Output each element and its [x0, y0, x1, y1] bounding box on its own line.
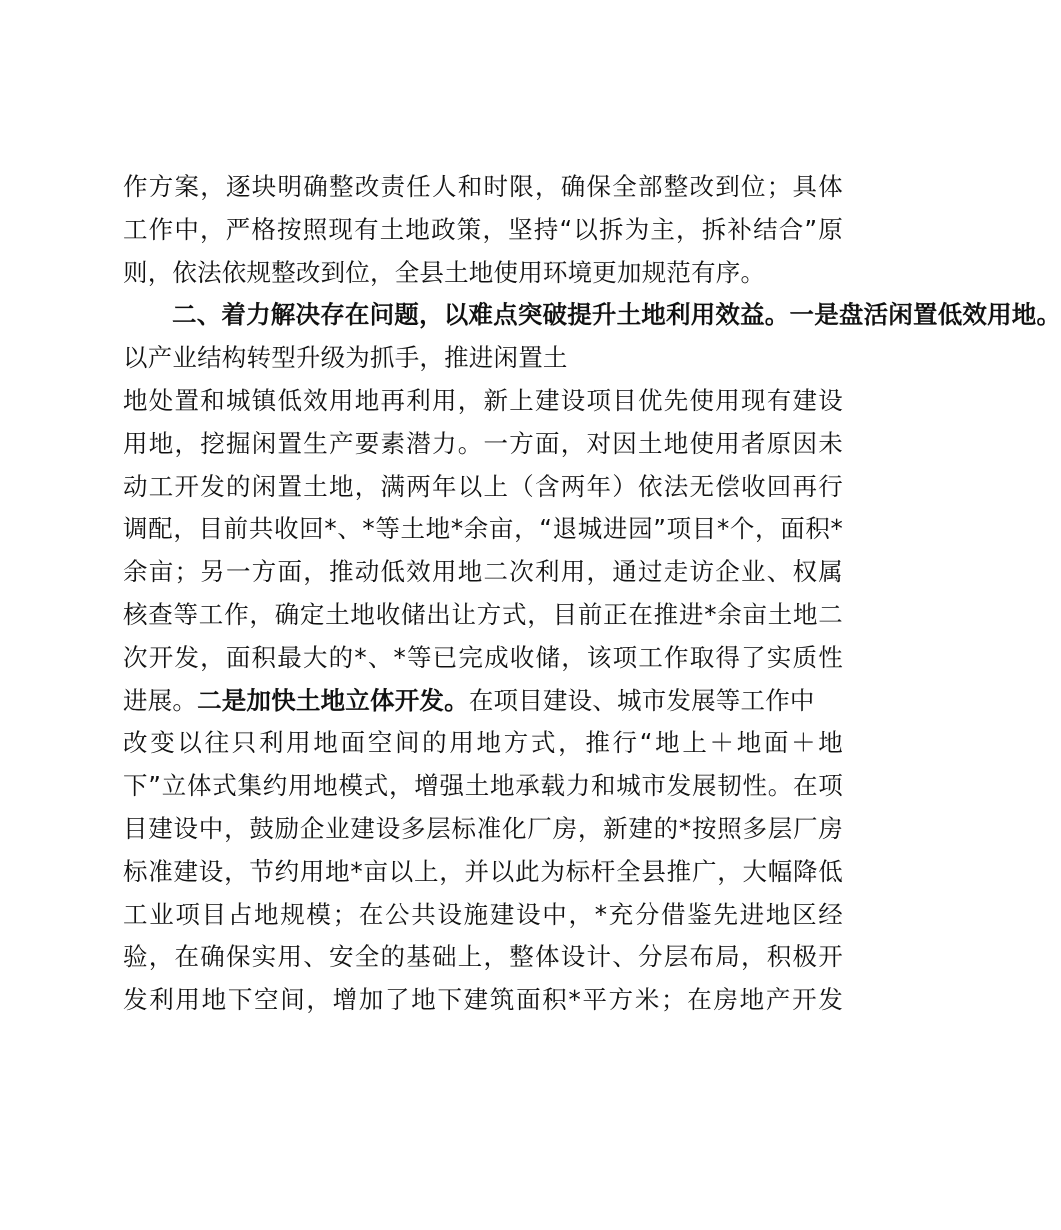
text-line-14: 改变以往只利用地面空间的用地方式，推行“地上＋地面＋地: [123, 728, 843, 758]
text-line-19: 验，在确保实用、安全的基础上，整体设计、分层布局，积极开: [123, 942, 843, 972]
text-line-13: 进展。二是加快土地立体开发。在项目建设、城市发展等工作中: [123, 685, 815, 715]
text-line-8: 动工开发的闲置土地，满两年以上（含两年）依法无偿收回再行: [123, 471, 843, 501]
text-line-1: 作方案，逐块明确整改责任人和时限，确保全部整改到位；具体: [123, 172, 843, 201]
subheading-second-part: 二是加快土地立体开发。: [197, 685, 469, 715]
text-line-16: 目建设中，鼓励企业建设多层标准化厂房，新建的*按照多层厂房: [123, 813, 843, 843]
text-line-11: 核查等工作，确定土地收储出让方式，目前正在推进*余亩土地二: [123, 599, 843, 629]
text-line-6: 地处置和城镇低效用地再利用，新上建设项目优先使用现有建设: [123, 385, 843, 415]
text-line-5: 以产业结构转型升级为抓手，推进闲置土: [123, 343, 568, 373]
text-line-15: 下”立体式集约用地模式，增强土地承载力和城市发展韧性。在项: [123, 771, 843, 801]
document-body: [123, 166, 1061, 1022]
text-line-17: 标准建设，节约用地*亩以上，并以此为标杆全县推广，大幅降低: [123, 856, 843, 886]
text-line-3: 则，依法依规整改到位，全县土地使用环境更加规范有序。: [123, 257, 766, 287]
text-line-12: 次开发，面积最大的*、*等已完成收储，该项工作取得了实质性: [123, 642, 843, 672]
subheading-first-part: 一是盘活闲置低效用地。: [789, 300, 1061, 330]
text-line-20: 发利用地下空间，增加了地下建筑面积*平方米；在房地产开发: [123, 985, 843, 1015]
text-line-18: 工业项目占地规模；在公共设施建设中，*充分借鉴先进地区经: [123, 899, 843, 929]
text-line-7: 用地，挖掘闲置生产要素潜力。一方面，对因土地使用者原因未: [123, 428, 843, 458]
text-line-9: 调配，目前共收回*、*等土地*余亩，“退城进园”项目*个，面积*: [123, 514, 843, 544]
text-line-10: 余亩；另一方面，推动低效用地二次利用，通过走访企业、权属: [123, 557, 843, 587]
text-line-2: 工作中，严格按照现有土地政策，坚持“以拆为主，拆补结合”原: [123, 214, 843, 244]
section-heading: 二、着力解决存在问题，以难点突破提升土地利用效益。一是盘活闲置低效用地。: [172, 300, 1061, 330]
